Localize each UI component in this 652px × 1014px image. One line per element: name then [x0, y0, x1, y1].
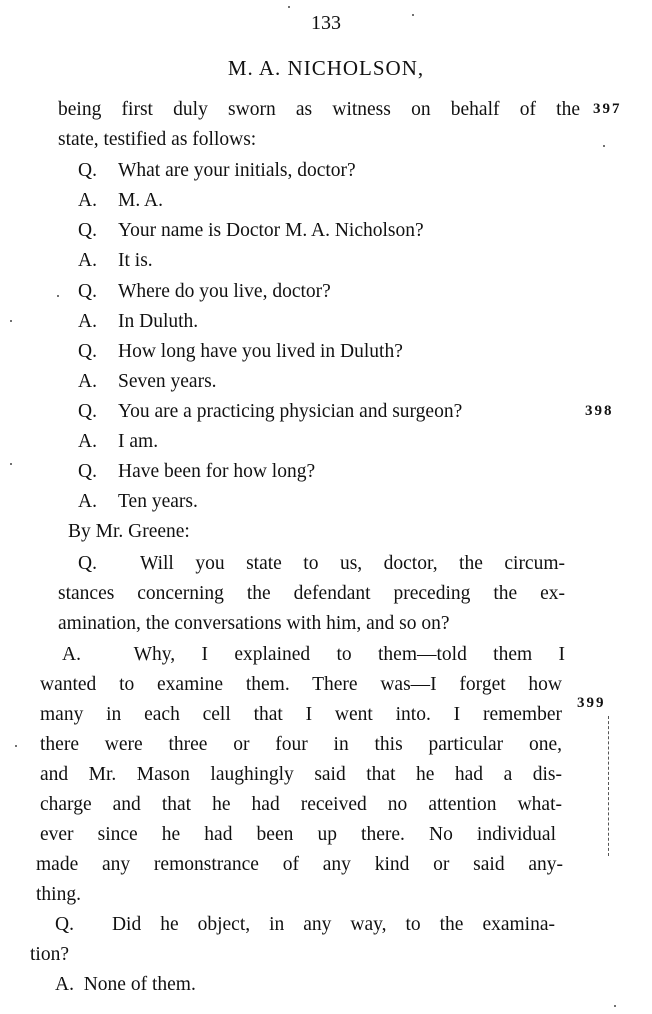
exchange-text: Ten years.: [118, 491, 198, 512]
exchange-text: Seven years.: [118, 371, 217, 392]
final-answer: [55, 973, 196, 997]
exchange-a3: [78, 310, 198, 334]
scan-speck: [412, 14, 414, 16]
exchange-q3: [78, 280, 331, 304]
long-answer-line-1: [58, 643, 565, 667]
q-label: Q.: [78, 553, 97, 574]
long-question-line-1: [78, 552, 565, 576]
margin-rule: [608, 716, 610, 856]
margin-number-398: 398: [585, 403, 614, 419]
long-answer-line-4: there were three or four in this particular one,: [40, 734, 562, 755]
q-label: Q.: [78, 281, 97, 302]
intro-line-1: being first duly sworn as witness on behalf of the: [58, 99, 580, 120]
final-question-line-2: tion?: [30, 944, 69, 965]
exchange-q1: [78, 159, 356, 183]
exchange-text: Where do you live, doctor?: [118, 281, 331, 302]
a-label: A.: [78, 190, 97, 211]
question-text: Did he object, in any way, to the examina-: [111, 914, 555, 935]
answer-text: None of them.: [83, 974, 196, 995]
exchange-a6: [78, 490, 198, 514]
a-label: A.: [78, 491, 97, 512]
scan-speck: [603, 145, 605, 147]
examiner-line: By Mr. Greene:: [68, 521, 190, 542]
answer-text: Why, I explained to them—told them I: [133, 644, 565, 665]
q-label: Q.: [78, 160, 97, 181]
exchange-a1: [78, 189, 163, 213]
exchange-text: I am.: [118, 431, 159, 452]
q-label: Q.: [78, 401, 97, 422]
long-answer-line-3: many in each cell that I went into. I remember: [40, 704, 562, 725]
exchange-text: Have been for how long?: [118, 461, 316, 482]
exchange-text: It is.: [118, 250, 153, 271]
exchange-text: You are a practicing physician and surgeon?: [118, 401, 463, 422]
page-number: 133: [311, 12, 341, 34]
exchange-q4: [78, 340, 403, 364]
long-answer-line-7: ever since he had been up there. No individual: [40, 824, 556, 845]
scan-speck: [10, 463, 12, 465]
exchange-q6: [78, 460, 315, 484]
long-answer-line-2: wanted to examine them. There was—I forget how: [40, 674, 562, 695]
question-text: Will you state to us, doctor, the circum-: [139, 553, 566, 574]
a-label: A.: [78, 311, 97, 332]
exchange-text: How long have you lived in Duluth?: [118, 341, 403, 362]
q-label: Q.: [78, 461, 97, 482]
long-answer-line-6: charge and that he had received no attention what-: [40, 794, 562, 815]
witness-heading: M. A. NICHOLSON,: [227, 56, 425, 80]
final-question-line-1: [55, 913, 555, 937]
exchange-text: In Duluth.: [118, 311, 199, 332]
a-label: A.: [78, 250, 97, 271]
margin-number-399: 399: [577, 695, 606, 711]
intro-line-2: state, testified as follows:: [58, 129, 257, 150]
exchange-text: M. A.: [118, 190, 163, 211]
scan-speck: [15, 745, 17, 747]
exchange-a4: [78, 370, 217, 394]
q-label: Q.: [55, 914, 74, 935]
exchange-text: What are your initials, doctor?: [118, 160, 356, 181]
exchange-q5: [78, 400, 462, 424]
q-label: Q.: [78, 341, 97, 362]
long-answer-line-8: made any remonstrance of any kind or said any-: [36, 854, 563, 875]
a-label: A.: [78, 371, 97, 392]
exchange-a2: [78, 249, 153, 273]
a-label: A.: [55, 974, 74, 995]
exchange-a5: [78, 430, 158, 454]
long-question-line-2: stances concerning the defendant preceding the ex-: [58, 583, 565, 604]
long-answer-line-9: thing.: [36, 884, 81, 905]
q-label: Q.: [78, 220, 97, 241]
exchange-text: Your name is Doctor M. A. Nicholson?: [118, 220, 424, 241]
scan-speck: [57, 295, 59, 297]
a-label: A.: [62, 644, 81, 665]
a-label: A.: [78, 431, 97, 452]
exchange-q2: [78, 219, 424, 243]
scan-speck: [288, 6, 290, 8]
long-answer-line-5: and Mr. Mason laughingly said that he had a dis-: [40, 764, 562, 785]
scan-speck: [10, 320, 12, 322]
margin-number-397: 397: [593, 101, 622, 117]
scan-speck: [614, 1005, 616, 1007]
long-question-line-3: amination, the conversations with him, and so on?: [58, 613, 450, 634]
